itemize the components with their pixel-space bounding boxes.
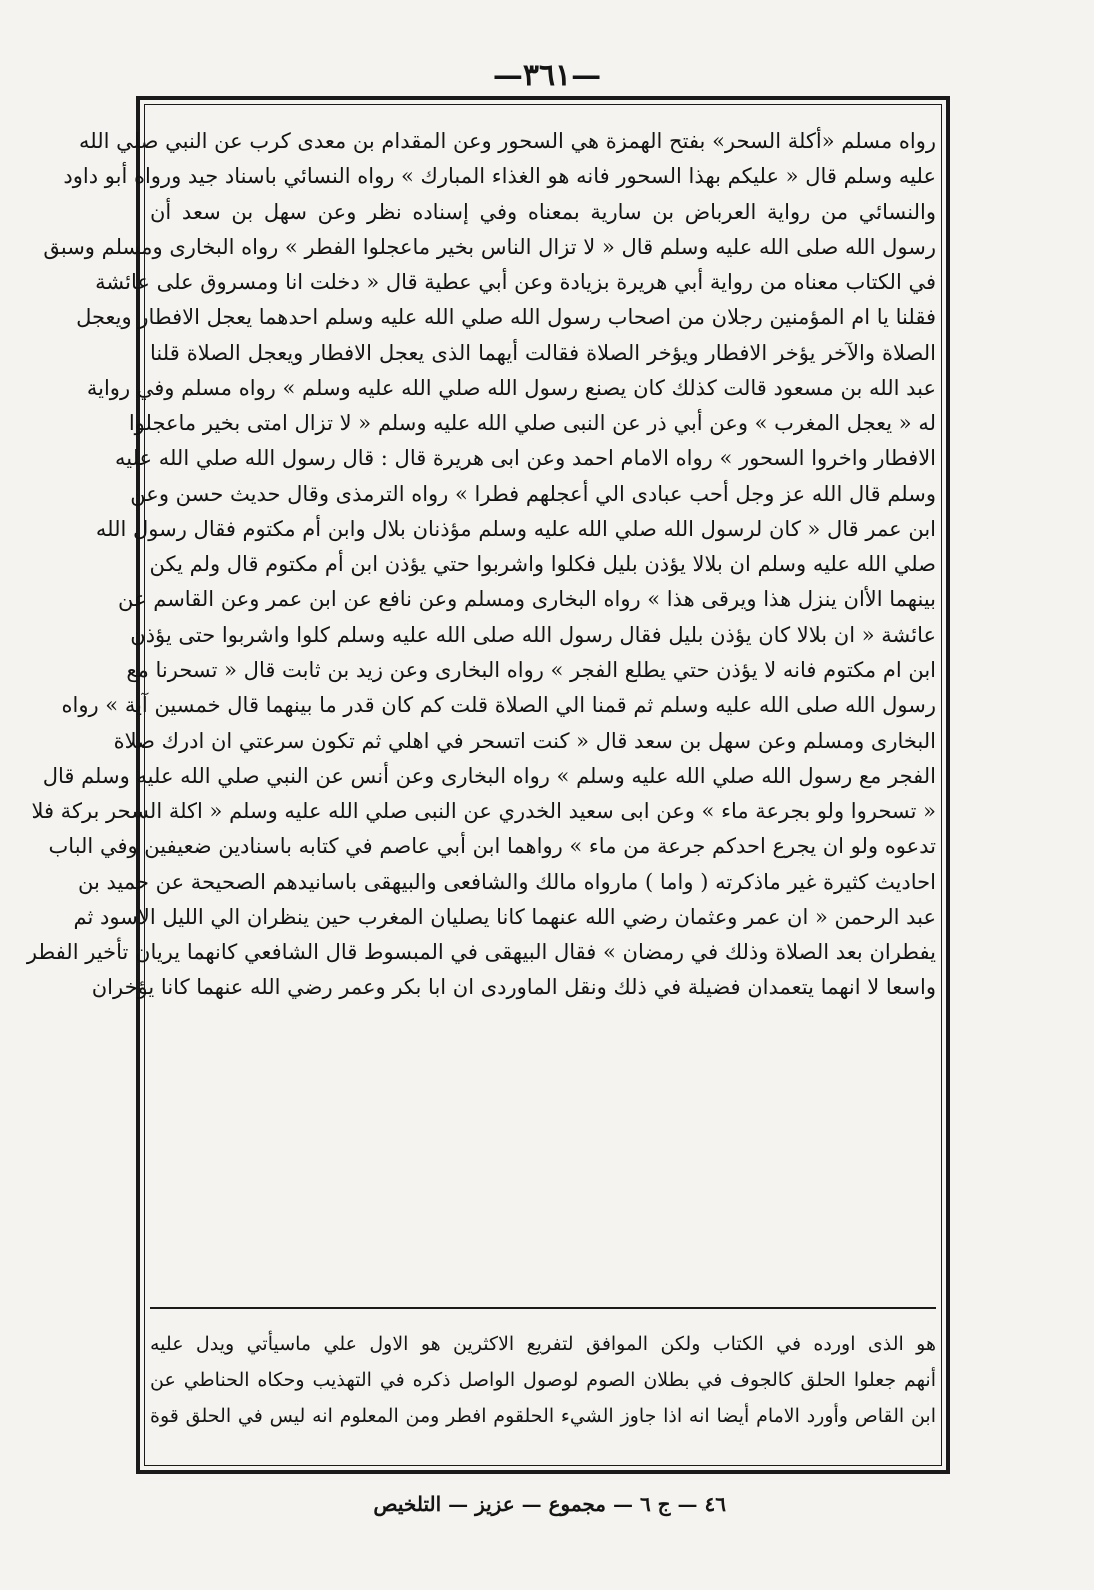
- footnote-block: [150, 1326, 936, 1434]
- page-footer-signature: ٤٦ — ج ٦ — مجموع — عزيز — التلخيص: [373, 1492, 726, 1516]
- text-line: وسلم قال الله عز وجل أحب عبادى الي أعجلهم فطرا » رواه الترمذى وقال حديث حسن وعن: [130, 481, 936, 506]
- text-line: والنسائي من رواية العرباض بن سارية بمعناه وفي إسناده نظر وعن سهل بن سعد أن: [150, 199, 936, 224]
- page-number: —٣٦١—: [492, 58, 602, 93]
- text-line: الصلاة والآخر يؤخر الافطار ويؤخر الصلاة فقالت أيهما الذى يعجل الافطار ويعجل الصلاة قلنا: [150, 340, 936, 365]
- text-line: له « يعجل المغرب » وعن أبي ذر عن النبى صلي الله عليه وسلم « لا تزال امتى بخير ماعجلوا: [128, 411, 936, 436]
- text-line: رسول الله صلى الله عليه وسلم ثم قمنا الي الصلاة قلت كم كان قدر ما بينهما قال خمسين آية » رواه: [61, 693, 936, 718]
- footnote-line: هو الذى اورده في الكتاب ولكن الموافق لتفريع الاكثرين هو الاول علي ماسيأتي ويدل عليه: [150, 1333, 936, 1355]
- text-line: الفجر مع رسول الله صلي الله عليه وسلم » رواه البخارى وعن أنس عن النبي صلي الله عليه وسلم قال: [42, 763, 936, 788]
- text-line: في الكتاب معناه من رواية أبي هريرة بزيادة وعن أبي عطية قال « دخلت انا ومسروق على عائشة: [95, 270, 936, 295]
- text-line: واسعا لا انهما يتعمدان فضيلة في ذلك ونقل الماوردى ان ابا بكر وعمر رضي الله عنهما كانا يؤخران: [91, 975, 936, 1000]
- main-text-block: [26, 124, 936, 1006]
- footnote-line: أنهم جعلوا الحلق كالجوف في بطلان الصوم لوصول الواصل ذكره في التهذيب وحكاه الحناطي عن: [150, 1369, 936, 1392]
- footnote-line: ابن القاص وأورد الامام أيضا انه اذا جاوز الشيء الحلقوم افطر ومن المعلوم انه ليس في الحلق قوة: [150, 1405, 936, 1428]
- text-line: بينهما الأان ينزل هذا ويرقى هذا » رواه البخارى ومسلم وعن نافع عن ابن عمر وعن القاسم عن: [118, 587, 936, 612]
- text-line: عبد الرحمن « ان عمر وعثمان رضي الله عنهما كانا يصليان المغرب حين ينظران الي الليل الاسود ثم: [73, 904, 936, 929]
- text-line: عائشة « ان بلالا كان يؤذن بليل فقال رسول الله صلى الله عليه وسلم كلوا واشربوا حتى يؤذن: [130, 622, 936, 647]
- text-line: رسول الله صلى الله عليه وسلم قال « لا تزال الناس بخير ماعجلوا الفطر » رواه البخارى ومسلم وسبق: [43, 234, 936, 259]
- text-line: رواه مسلم «أكلة السحر» بفتح الهمزة هي السحور وعن المقدام بن معدى كرب عن النبي صلي الله: [79, 129, 936, 153]
- text-line: يفطران بعد الصلاة وذلك في رمضان » فقال البيهقى في المبسوط قال الشافعي كانهما يريان تأخير الفطر: [26, 940, 936, 965]
- text-line: صلي الله عليه وسلم ان بلالا يؤذن بليل فكلوا واشربوا حتي يؤذن ابن أم مكتوم قال ولم يكن: [149, 552, 936, 577]
- text-line: عليه وسلم قال « عليكم بهذا السحور فانه هو الغذاء المبارك » رواه النسائي باسناد جيد ورواه أبو داود: [63, 164, 936, 189]
- text-line: فقلنا يا ام المؤمنين رجلان من اصحاب رسول الله صلي الله عليه وسلم احدهما يعجل الافطار ويعجل: [76, 305, 936, 330]
- text-line: ابن عمر قال « كان لرسول الله صلي الله عليه وسلم مؤذنان بلال وابن أم مكتوم فقال رسول الله: [95, 516, 936, 541]
- footnote-separator: [150, 1307, 936, 1309]
- text-line: البخارى ومسلم وعن سهل بن سعد قال « كنت اتسحر في اهلي ثم تكون سرعتي ان ادرك صلاة: [113, 728, 936, 753]
- text-line: تدعوه ولو ان يجرع احدكم جرعة من ماء » رواهما ابن أبي عاصم في كتابه باسنادين ضعيفين وفي الباب: [48, 834, 936, 859]
- text-line: « تسحروا ولو بجرعة ماء » وعن ابى سعيد الخدري عن النبى صلي الله عليه وسلم « اكلة السحر بركة فلا: [31, 799, 936, 824]
- text-line: الافطار واخروا السحور » رواه الامام احمد وعن ابى هريرة قال : قال رسول الله صلي الله عليه: [114, 446, 936, 471]
- text-line: ابن ام مكتوم فانه لا يؤذن حتي يطلع الفجر » رواه البخارى وعن زيد بن ثابت قال « تسحرنا مع: [126, 657, 936, 682]
- text-line: احاديث كثيرة غير ماذكرته ( واما ) مارواه مالك والشافعى والبيهقى باسانيدهم الصحيحة عن حميد بن: [77, 869, 936, 894]
- text-line: عبد الله بن مسعود قالت كذلك كان يصنع رسول الله صلي الله عليه وسلم » رواه مسلم وفي رواية: [86, 375, 936, 400]
